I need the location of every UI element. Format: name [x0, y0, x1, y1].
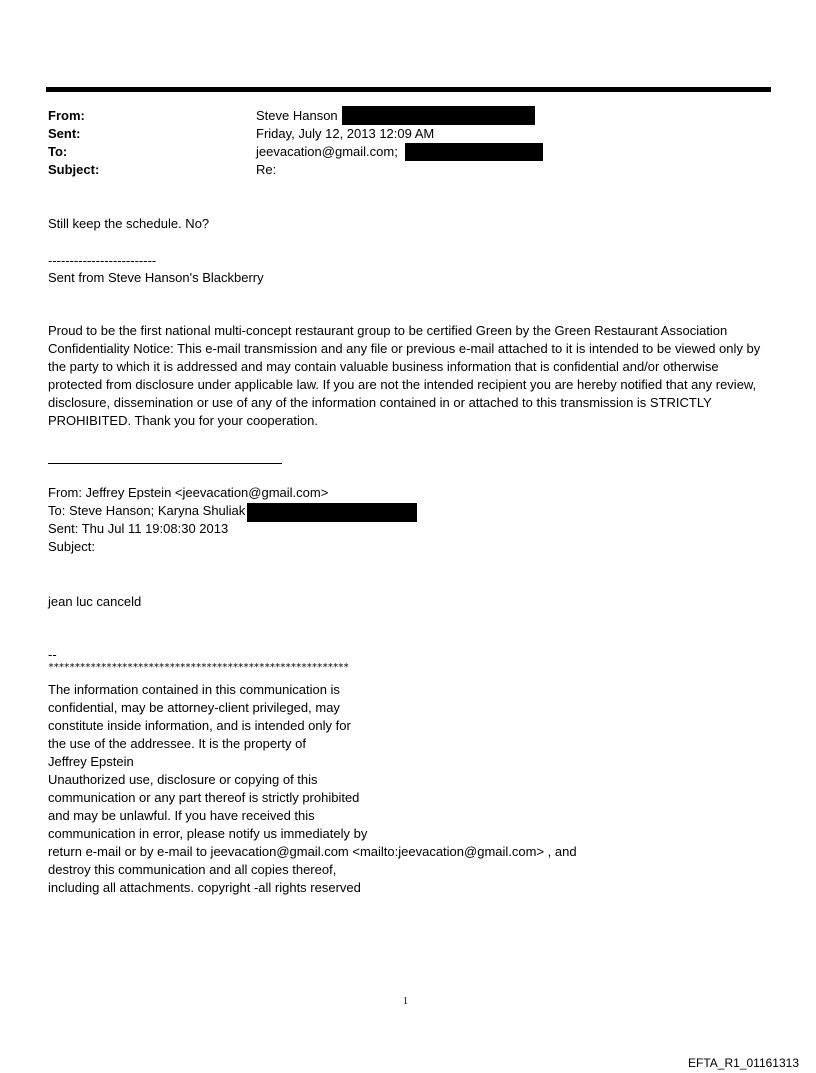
sent-label: Sent: — [48, 126, 81, 141]
page-number: 1 — [403, 996, 408, 1007]
to-value: jeevacation@gmail.com; — [256, 144, 398, 159]
from-value: Steve Hanson — [256, 108, 338, 123]
quoted-subject: Subject: — [48, 539, 95, 554]
message-text: Still keep the schedule. No? — [48, 216, 210, 231]
disclaimer-line: Jeffrey Epstein — [48, 754, 134, 769]
quoted-from: From: Jeffrey Epstein <jeevacation@gmail.com> — [48, 485, 329, 500]
confidentiality-notice: Proud to be the first national multi-concept restaurant group to be certified Green by the Green Restaurant Association Confidentiality Notice: This e-mail transmission and any file or previous e-mail attached to it is intended to be viewed only by the party to which it is addressed and may contain valuable business information that is confidential and/or otherwise protected from disclosure under applicable law. If you are not the intended recipient you are hereby notified that any review, disclosure, dissemination or use of any of the information contained in or attached to this transmission is STRICTLY PROHIBITED. Thank you for your cooperation. — [48, 323, 761, 428]
disclaimer-line: destroy this communication and all copies thereof, — [48, 862, 337, 877]
quoted-sent: Sent: Thu Jul 11 19:08:30 2013 — [48, 521, 229, 536]
from-label: From: — [48, 108, 85, 123]
quoted-message: jean luc canceld — [48, 594, 142, 609]
disclaimer-line: confidential, may be attorney-client privileged, may — [48, 700, 340, 715]
disclaimer-line: and may be unlawful. If you have received this — [48, 808, 315, 823]
document-id: EFTA_R1_01161313 — [688, 1056, 799, 1070]
disclaimer-line: constitute inside information, and is intended only for — [48, 718, 351, 733]
disclaimer-line: The information contained in this communication is — [48, 682, 340, 697]
to-label: To: — [48, 144, 68, 159]
disclaimer-line: Unauthorized use, disclosure or copying of this — [48, 772, 318, 787]
disclaimer-line: return e-mail or by e-mail to jeevacation@gmail.com <mailto:jeevacation@gmail.com> , and — [48, 844, 577, 859]
disclaimer-line: communication in error, please notify us immediately by — [48, 826, 368, 841]
redaction-box-from — [342, 106, 535, 125]
signature-line: Sent from Steve Hanson's Blackberry — [48, 270, 264, 285]
quote-divider — [48, 463, 282, 464]
disclaimer-line: the use of the addressee. It is the property of — [48, 736, 306, 751]
redaction-box-quoted-to — [247, 503, 417, 522]
signature-dashes: ------------------------- — [48, 253, 157, 268]
redaction-box-to — [405, 143, 543, 161]
subject-value: Re: — [256, 162, 277, 177]
header-divider — [46, 87, 771, 92]
sent-value: Friday, July 12, 2013 12:09 AM — [256, 126, 435, 141]
quoted-to: To: Steve Hanson; Karyna Shuliak — [48, 503, 246, 518]
disclaimer-line: including all attachments. copyright -all rights reserved — [48, 880, 361, 895]
asterisk-separator: ********************************************************* — [48, 662, 349, 673]
disclaimer-line: communication or any part thereof is strictly prohibited — [48, 790, 360, 805]
subject-label: Subject: — [48, 162, 100, 177]
quoted-sig-dashes: -- — [48, 647, 57, 662]
